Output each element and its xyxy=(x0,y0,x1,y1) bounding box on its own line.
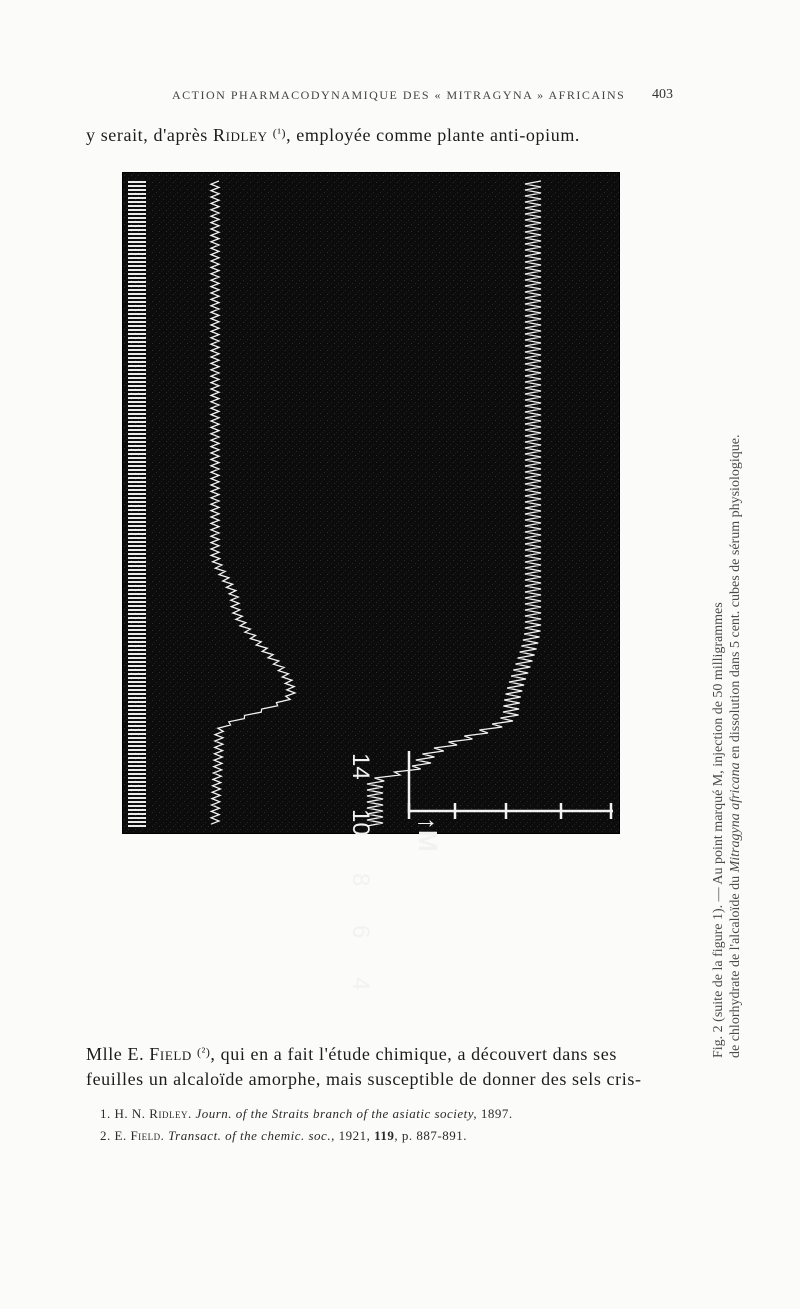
bottom-text-note-ref: (²) xyxy=(197,1045,211,1059)
scale-label-4: 4 xyxy=(347,977,374,991)
time-marker-strip xyxy=(128,179,146,827)
footnote-2-pages: , p. 887-891. xyxy=(394,1128,467,1143)
page-number: 403 xyxy=(652,87,673,102)
top-text-note-ref: (¹) xyxy=(272,126,287,140)
footnote-1-ref: 1897. xyxy=(477,1106,513,1121)
running-title: ACTION PHARMACODYNAMIQUE DES « MITRAGYNA » AFRICAINS xyxy=(172,88,626,102)
scale-label-14: 14 xyxy=(347,753,374,780)
top-text-line xyxy=(86,125,580,146)
top-text-suffix: , employée comme plante anti-opium. xyxy=(286,125,581,145)
bottom-text-honorific: Mlle E. xyxy=(86,1044,150,1064)
kymograph-figure xyxy=(122,172,620,991)
scale-label-10: 10 xyxy=(347,809,374,836)
footnote-2-number: 2. xyxy=(100,1128,111,1143)
footnote-1-author: H. N. Ridley. xyxy=(114,1106,192,1121)
bottom-text-line-2: feuilles un alcaloïde amorphe, mais susceptible de donner des sels cris- xyxy=(86,1069,642,1089)
scale-label-8: 8 xyxy=(347,873,374,887)
injection-marker: ↑M xyxy=(413,817,443,852)
bottom-text-line-1 xyxy=(86,1044,617,1065)
footnote-1-title: Journ. of the Straits branch of the asiatic society, xyxy=(195,1106,478,1121)
footnote-1 xyxy=(100,1106,513,1122)
top-text-prefix: y serait, d'après xyxy=(86,125,214,145)
footnote-1-number: 1. xyxy=(100,1106,111,1121)
footnote-2-ref-year: 1921, xyxy=(334,1128,375,1143)
kymograph-drawing xyxy=(123,173,619,991)
bottom-text-rest: , qui en a fait l'étude chimique, a découvert dans ses xyxy=(210,1044,617,1064)
caption-line-2 xyxy=(727,158,744,1058)
caption-line-1: Fig. 2 (suite de la figure 1). — Au point marqué M, injection de 50 milligrammes xyxy=(711,602,726,1058)
footnote-2-author: E. Field. xyxy=(114,1128,165,1143)
bottom-text-author: Field xyxy=(149,1044,192,1064)
figure-caption xyxy=(710,158,744,1058)
caption-line-2-end: en dissolution dans 5 cent. cubes de sérum physiologique. xyxy=(728,434,743,763)
scale-label-6: 6 xyxy=(347,925,374,939)
caption-species-name: Mitragyna africana xyxy=(728,762,743,873)
top-text-author: Ridley xyxy=(213,125,268,145)
footnote-2-title: Transact. of the chemic. soc., xyxy=(168,1128,335,1143)
footnote-2-volume: 119 xyxy=(374,1128,395,1143)
caption-line-2-start: de chlorhydrate de l'alcaloïde du xyxy=(728,872,743,1058)
footnote-2 xyxy=(100,1128,467,1144)
